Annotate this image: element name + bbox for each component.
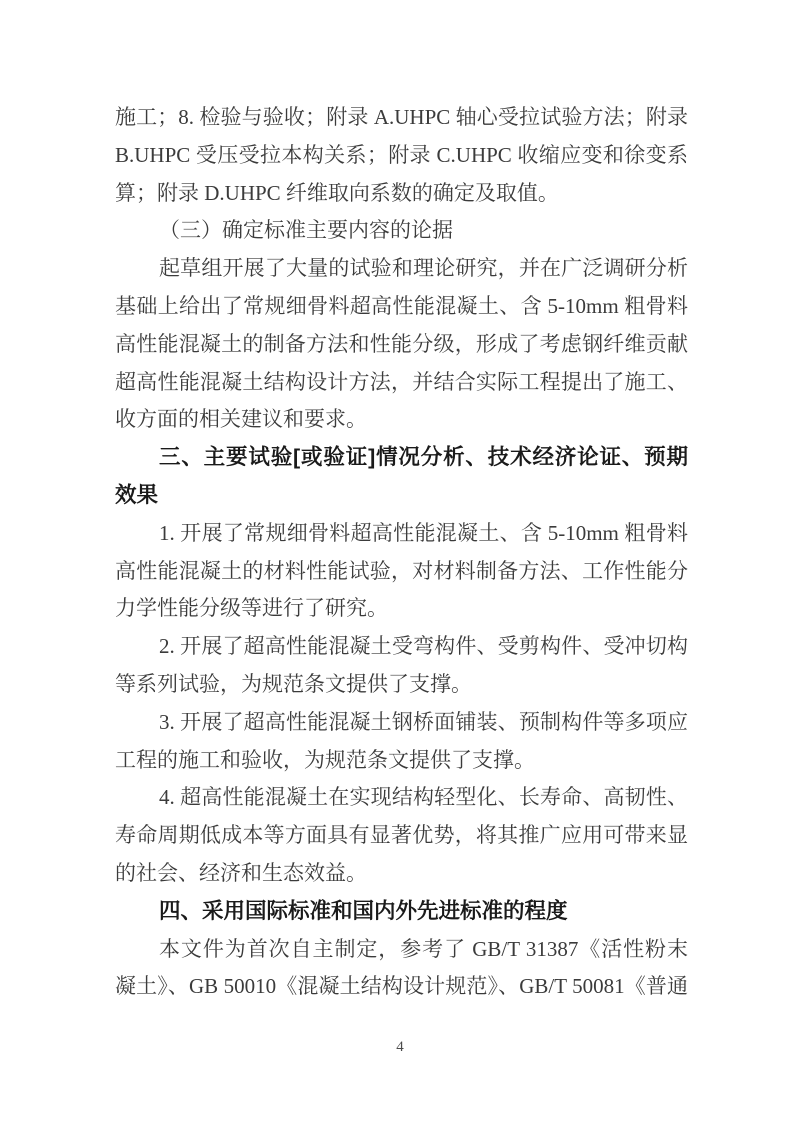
text-line: 本文件为首次自主制定，参考了 GB/T 31387《活性粉末 xyxy=(159,936,688,961)
text-line: 高性能混凝土的材料性能试验，对材料制备方法、工作性能分 xyxy=(115,558,688,583)
section-heading xyxy=(115,439,688,515)
text-line: 基础上给出了常规细骨料超高性能混凝土、含 5-10mm 粗骨料 xyxy=(115,293,688,318)
heading-line: 四、采用国际标准和国内外先进标准的程度 xyxy=(159,898,568,923)
text-line: （三）确定标准主要内容的论据 xyxy=(159,218,453,243)
text-line: 4. 超高性能混凝土在实现结构轻型化、长寿命、高韧性、 xyxy=(159,785,688,810)
heading-line: 三、主要试验[或验证]情况分析、技术经济论证、预期 xyxy=(159,445,688,470)
text-line: 施工；8. 检验与验收；附录 A.UHPC 轴心受拉试验方法；附录 xyxy=(115,105,688,129)
paragraph xyxy=(115,628,688,704)
text-line: 寿命周期低成本等方面具有显著优势，将其推广应用可带来显 xyxy=(115,823,688,848)
paragraph xyxy=(115,931,688,1007)
paragraph xyxy=(115,704,688,780)
page-number: 4 xyxy=(396,1039,404,1055)
text-line: 2. 开展了超高性能混凝土受弯构件、受剪构件、受冲切构 xyxy=(159,634,688,659)
text-line: 算；附录 D.UHPC 纤维取向系数的确定及取值。 xyxy=(115,180,559,205)
text-line: 1. 开展了常规细骨料超高性能混凝土、含 5-10mm 粗骨料 xyxy=(159,520,688,545)
page-footer xyxy=(0,1039,800,1056)
text-line: 等系列试验，为规范条文提供了支撑。 xyxy=(115,671,472,696)
subsection-title xyxy=(115,212,688,250)
text-line: 高性能混凝土的制备方法和性能分级，形成了考虑钢纤维贡献 xyxy=(115,331,688,356)
text-line: 收方面的相关建议和要求。 xyxy=(115,407,367,432)
text-line: 3. 开展了超高性能混凝土钢桥面铺装、预制构件等多项应 xyxy=(159,709,688,734)
paragraph xyxy=(115,515,688,628)
section-heading xyxy=(115,893,688,931)
heading-line: 效果 xyxy=(115,482,159,507)
text-line: 的社会、经济和生态效益。 xyxy=(115,860,367,885)
text-line: 起草组开展了大量的试验和理论研究，并在广泛调研分析 xyxy=(159,256,688,281)
text-line: 工程的施工和验收，为规范条文提供了支撑。 xyxy=(115,747,535,772)
text-line: 凝土》、GB 50010《混凝土结构设计规范》、GB/T 50081《普通 xyxy=(115,974,688,999)
paragraph xyxy=(115,99,688,212)
text-line: 超高性能混凝土结构设计方法，并结合实际工程提出了施工、 xyxy=(115,369,688,394)
text-line: 力学性能分级等进行了研究。 xyxy=(115,596,388,621)
paragraph xyxy=(115,779,688,892)
text-line: B.UHPC 受压受拉本构关系；附录 C.UHPC 收缩应变和徐变系 xyxy=(115,142,688,167)
document-body xyxy=(115,99,688,1006)
paragraph xyxy=(115,250,688,439)
